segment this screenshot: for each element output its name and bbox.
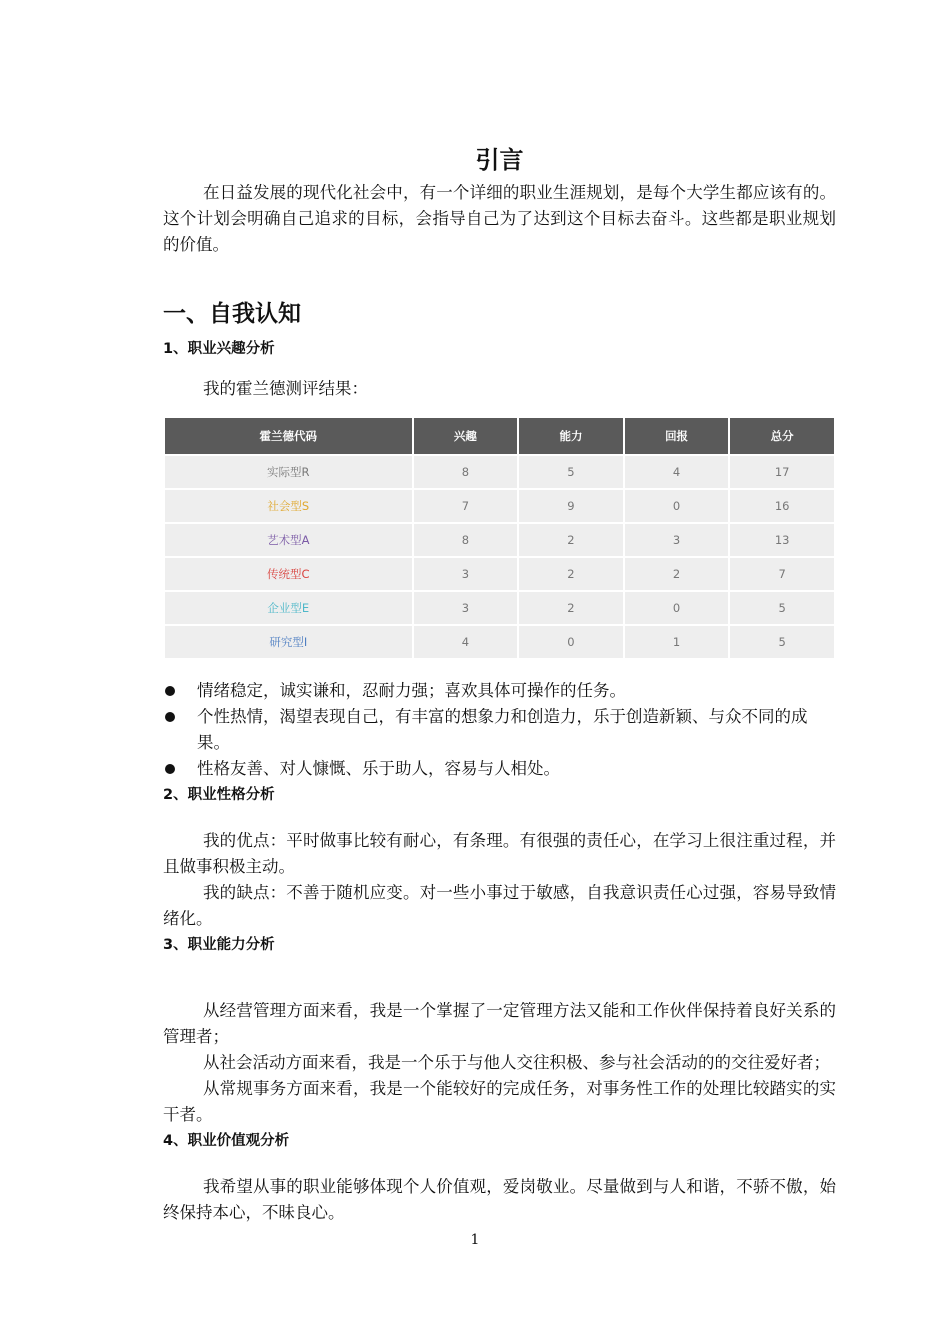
bullet-text: 个性热情，渴望表现自己，有丰富的想象力和创造力，乐于创造新颖、与众不同的成果。 <box>197 707 808 752</box>
subheading-values: 4、职业价值观分析 <box>163 1133 290 1149</box>
list-item <box>163 678 836 704</box>
interest-bullet-list <box>163 678 836 782</box>
value-cell: 5 <box>730 626 834 658</box>
bullet-icon <box>165 764 175 774</box>
holland-table-wrapper <box>163 416 836 660</box>
subheading-personality: 2、职业性格分析 <box>163 787 275 803</box>
value-cell: 2 <box>625 558 729 590</box>
bullet-text: 情绪稳定，诚实谦和，忍耐力强；喜欢具体可操作的任务。 <box>197 681 626 700</box>
value-cell: 0 <box>625 490 729 522</box>
type-cell: 艺术型A <box>165 524 412 556</box>
value-cell: 3 <box>625 524 729 556</box>
type-cell: 传统型C <box>165 558 412 590</box>
value-cell: 0 <box>625 592 729 624</box>
type-cell: 实际型R <box>165 456 412 488</box>
ability-paragraph-social: 从社会活动方面来看，我是一个乐于与他人交往积极、参与社会活动的的交往爱好者； <box>203 1053 830 1072</box>
spacer <box>163 808 836 828</box>
subheading-interest: 1、职业兴趣分析 <box>163 341 275 357</box>
type-cell: 企业型E <box>165 592 412 624</box>
holland-table-header <box>165 418 834 454</box>
table-row <box>165 592 834 624</box>
value-cell: 2 <box>519 592 623 624</box>
spacer <box>163 1154 836 1174</box>
value-cell: 16 <box>730 490 834 522</box>
page-content <box>163 140 836 1226</box>
table-row <box>165 490 834 522</box>
value-cell: 2 <box>519 524 623 556</box>
page-number: 1 <box>470 1232 480 1248</box>
value-cell: 5 <box>519 456 623 488</box>
value-cell: 1 <box>625 626 729 658</box>
bullet-text: 性格友善、对人慷慨、乐于助人，容易与人相处。 <box>197 759 560 778</box>
value-cell: 2 <box>519 558 623 590</box>
bullet-icon <box>165 686 175 696</box>
value-cell: 8 <box>414 456 518 488</box>
value-cell: 4 <box>414 626 518 658</box>
header-total: 总分 <box>730 418 834 454</box>
intro-paragraph: 在日益发展的现代化社会中，有一个详细的职业生涯规划，是每个大学生都应该有的。这个计划会明确自己追求的目标，会指导自己为了达到这个目标去奋斗。这些都是职业规划的价值。 <box>163 183 836 254</box>
value-cell: 5 <box>730 592 834 624</box>
values-paragraph: 我希望从事的职业能够体现个人价值观，爱岗敬业。尽量做到与人和谐，不骄不傲，始终保持本心，不昧良心。 <box>163 1177 836 1222</box>
type-cell: 社会型S <box>165 490 412 522</box>
value-cell: 4 <box>625 456 729 488</box>
holland-lead: 我的霍兰德测评结果： <box>203 379 368 398</box>
header-reward: 回报 <box>625 418 729 454</box>
value-cell: 0 <box>519 626 623 658</box>
table-row <box>165 456 834 488</box>
holland-table <box>163 416 836 660</box>
table-row <box>165 558 834 590</box>
section-heading-self-awareness: 一、自我认知 <box>163 301 301 327</box>
value-cell: 17 <box>730 456 834 488</box>
list-item <box>163 704 836 756</box>
strengths-paragraph: 我的优点：平时做事比较有耐心，有条理。有很强的责任心，在学习上很注重过程，并且做事积极主动。 <box>163 831 836 876</box>
header-code: 霍兰德代码 <box>165 418 412 454</box>
subheading-ability: 3、职业能力分析 <box>163 937 275 953</box>
table-row <box>165 524 834 556</box>
value-cell: 7 <box>414 490 518 522</box>
bullet-icon <box>165 712 175 722</box>
ability-paragraph-routine: 从常规事务方面来看，我是一个能较好的完成任务，对事务性工作的处理比较踏实的实干者。 <box>163 1079 836 1124</box>
weaknesses-paragraph: 我的缺点：不善于随机应变。对一些小事过于敏感，自我意识责任心过强，容易导致情绪化。 <box>163 883 836 928</box>
value-cell: 8 <box>414 524 518 556</box>
value-cell: 3 <box>414 558 518 590</box>
intro-title: 引言 <box>475 146 524 174</box>
value-cell: 3 <box>414 592 518 624</box>
value-cell: 9 <box>519 490 623 522</box>
value-cell: 7 <box>730 558 834 590</box>
list-item <box>163 756 836 782</box>
spacer <box>163 958 836 998</box>
value-cell: 13 <box>730 524 834 556</box>
header-ability: 能力 <box>519 418 623 454</box>
ability-paragraph-management: 从经营管理方面来看，我是一个掌握了一定管理方法又能和工作伙伴保持着良好关系的管理者； <box>163 1001 836 1046</box>
header-interest: 兴趣 <box>414 418 518 454</box>
table-row <box>165 626 834 658</box>
type-cell: 研究型I <box>165 626 412 658</box>
